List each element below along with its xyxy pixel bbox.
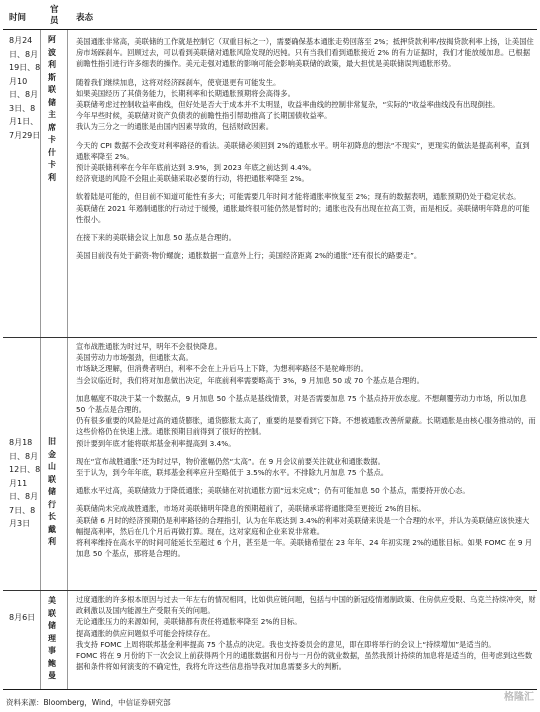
watermark-logo: 格隆汇 (504, 692, 534, 703)
statement-para: 经济衰退的风险不会阻止美联储采取必要的行动，将把通胀率降至 2%。 (76, 174, 309, 184)
statement-para: 随着我们继续加息，这将对经济踩刹车，使衰退更有可能发生。 (76, 77, 281, 87)
statement-para: 软着陆是可能的，但目前不知道可能性有多大；可能需要几年时间才能将通胀率恢复至 2%；现有的数据表明，通胀预期仍处于稳定状态。 (76, 192, 521, 202)
statement-para: 我支持 FOMC 上周将联邦基金利率提高 75 个基点的决定。我也支持委员会的意见，即在即将举行的会议上“持续增加”是适当的。 (76, 639, 496, 649)
official-cell: 旧金山联储行长戴利 (48, 437, 56, 546)
statement-para: 过度通胀的许多根本原因与过去一年左右的情况相同，比如供应链问题，包括与中国的新冠疫情遏制政策、住房供应受限、乌克兰持续冲突，财政刺激以及国内能源生产受限有关的问题。 (76, 595, 536, 616)
statement-para: 美联储考虑过控制收益率曲线，但好处是否大于成本并不太明显，收益率曲线的控制非常复杂，“实际的”收益率曲线没有出现倒挂。 (76, 100, 500, 110)
dates-cell: 8月18日、8月12日、8月11日、8月7日、8月3日 (9, 438, 41, 528)
statement-para: 加息幅度不取决于某一个数据点，9 月加息 50 个基点是基线情景，对是否需要加息 75 个基点持开放态度。不想颠覆劳动力市场，所以加息 50 个基点是合理的。 (76, 393, 527, 415)
statement-para: 仍有很多重要的风险是过高的通货膨胀，通货膨胀太高了，重要的是要看到它下降。不想被通胀改善所蒙蔽。长期通胀是由核心服务推动的，而这些价格仍在快速上涨。通胀预期目前得到了很好的控制。 (76, 416, 536, 437)
statement-para: 如果美国经历了其债务能力，长期利率和长期通胀预期将会高得多。 (76, 88, 295, 98)
header-time: 时间 (9, 13, 27, 23)
statement-para: 预计要到年底才能将联邦基金利率提高到 3.4%。 (76, 438, 236, 448)
statement-para: 现在“宣布战胜通胀”还为时过早，物价涨幅仍然“太高”。在 9 月会议前要关注就业和通胀数据。 (76, 456, 385, 466)
statement-para: 预计美联储利率在今年年底前达到 3.9%，到 2023 年底之前达到 4.4%。 (76, 163, 317, 173)
statement-para: FOMC 将在 9 月份的下一次会议上前获得两个月的通胀数据和月份与一月份的就业数据，虽然我预计持续的加息将是适当的，但考虑到这些数据和条件将如何演变的不确定性，我将允许这些信息指导我对加息需要多大的判断。 (76, 651, 533, 672)
statement-para: 提高通胀的供应问题似乎可能会持续存在。 (76, 628, 215, 638)
statement-cell (76, 594, 536, 672)
statement-para: 通胀水平过高，美联储致力于降低通胀；美联储在对抗通胀方面“远未完成”；仍有可能加息 50 个基点，需要持开放心态。 (76, 486, 470, 496)
statement-para: 无论通胀压力的来源如何，美联储都有责任将通胀率降至 2%的目标。 (76, 617, 302, 627)
statement-para: 美国劳动力市场强劲，但通胀太高。 (76, 353, 193, 363)
dates-cell: 8月6日 (9, 613, 36, 622)
statement-para: 美联储在 2021 年遏制通胀的行动过于缓慢，通胀最终很可能仍然是暂时的；通胀也没有出现在拉高工资，而是相反。美联储明年降息的可能性很小。 (76, 203, 530, 224)
statement-para: 美联储尚未完成战胜通胀，市场对美联储明年降息的预期超前了，美联储承诺将通胀降至更接近 2%的目标。 (76, 504, 426, 514)
statement-para: 美国通胀非常高，美联储的工作就是控制它（双重目标之一），需要确保基本通胀走势回落至 2%；抵押贷款利率/按揭贷款利率上扬，让美国住房市场踩刹车。回顾过去，可以看到美联储对通胀风险发现的迟钝。只有当我们看到通胀接近 2% 的有力证据时，我们才能放缓加息。已根据前瞻性指引进行许多细表的操作。美元走强对通胀的影响可能会影响美联储的政策，最大担忧是美联储误判通胀形势。 (76, 37, 534, 69)
column-divider (40, 591, 41, 689)
statement-para: 我认为三分之一的通胀是由国内因素导致的，包括财政因素。 (76, 122, 274, 132)
statement-para: 美联储 6 月时的经济预期仍是利率路径的合理指引，认为在年底达到 3.4%的利率对美联储来说是一个合理的水平，并认为美联储应该快速大幅提高利率，然后在几个月后再做打算。现在，这对家庭和企业来说非常难。 (76, 515, 530, 536)
header-official: 官员 (50, 5, 59, 26)
official-cell: 美联储理事鲍曼 (48, 596, 56, 680)
statement-para: 宣布战胜通胀为时过早，明年不会很快降息。 (76, 342, 222, 351)
column-divider (67, 338, 68, 590)
statement-para: 将利率维持在高水平的时间可能延长至超过 6 个月，甚至是一年。美联储希望在 23 年年、24 年初实现 2%的通胀目标。如果 FOMC 在 9 月加息 50 个基点，那将是合理的。 (76, 538, 533, 559)
statement-para: 今天的 CPI 数据不会改变对利率路径的看法。美联储必须回到 2%的通胀水平。明年初降息的想法“不现实”，更现实的做法是提高利率，直到通胀率降至 2%。 (76, 140, 530, 161)
column-divider (67, 591, 68, 689)
statement-cell (76, 341, 536, 559)
statement-para: 美国目前没有处于薪资-物价螺旋；通胀数据一直意外上行；美国经济距离 2%的通胀“还有很长的路要走”。 (76, 251, 422, 261)
table-row-daly (3, 338, 537, 591)
statement-para: 当会议临近时，我们将对加息做出决定，年底前利率需要略高于 3%，9 月加息 50 或 70 个基点是合理的。 (76, 375, 424, 385)
table-row-kashkari (3, 30, 537, 338)
statement-para: 市场缺乏理解，但消费者明白，利率不会在上升后马上下降，为想利率路径不是驼峰形的。 (76, 364, 368, 374)
statement-para: 至于认为，到今年年底，联邦基金利率应升至略低于 3.5%的水平。不排除九月加息 75 个基点。 (76, 468, 389, 478)
statement-cell (76, 36, 536, 261)
statement-para: 在接下来的美联储会议上加息 50 基点是合理的。 (76, 233, 236, 243)
column-divider (67, 30, 68, 337)
dates-cell: 8月24日、8月19日、8月10日、8月3日、8月1日、7月29日 (9, 36, 41, 140)
table-row-bowman (3, 591, 537, 690)
statement-para: 今年早些时候，美联储对资产负债表的前瞻性指引帮助推高了长期国债收益率。 (76, 111, 332, 121)
header-statement: 表态 (76, 13, 94, 23)
source-note: 资料来源：Bloomberg，Wind，中信证券研究部 (6, 698, 171, 707)
table-header (3, 3, 537, 30)
official-cell: 阿波利斯联储主席卡什卡利 (48, 35, 56, 182)
